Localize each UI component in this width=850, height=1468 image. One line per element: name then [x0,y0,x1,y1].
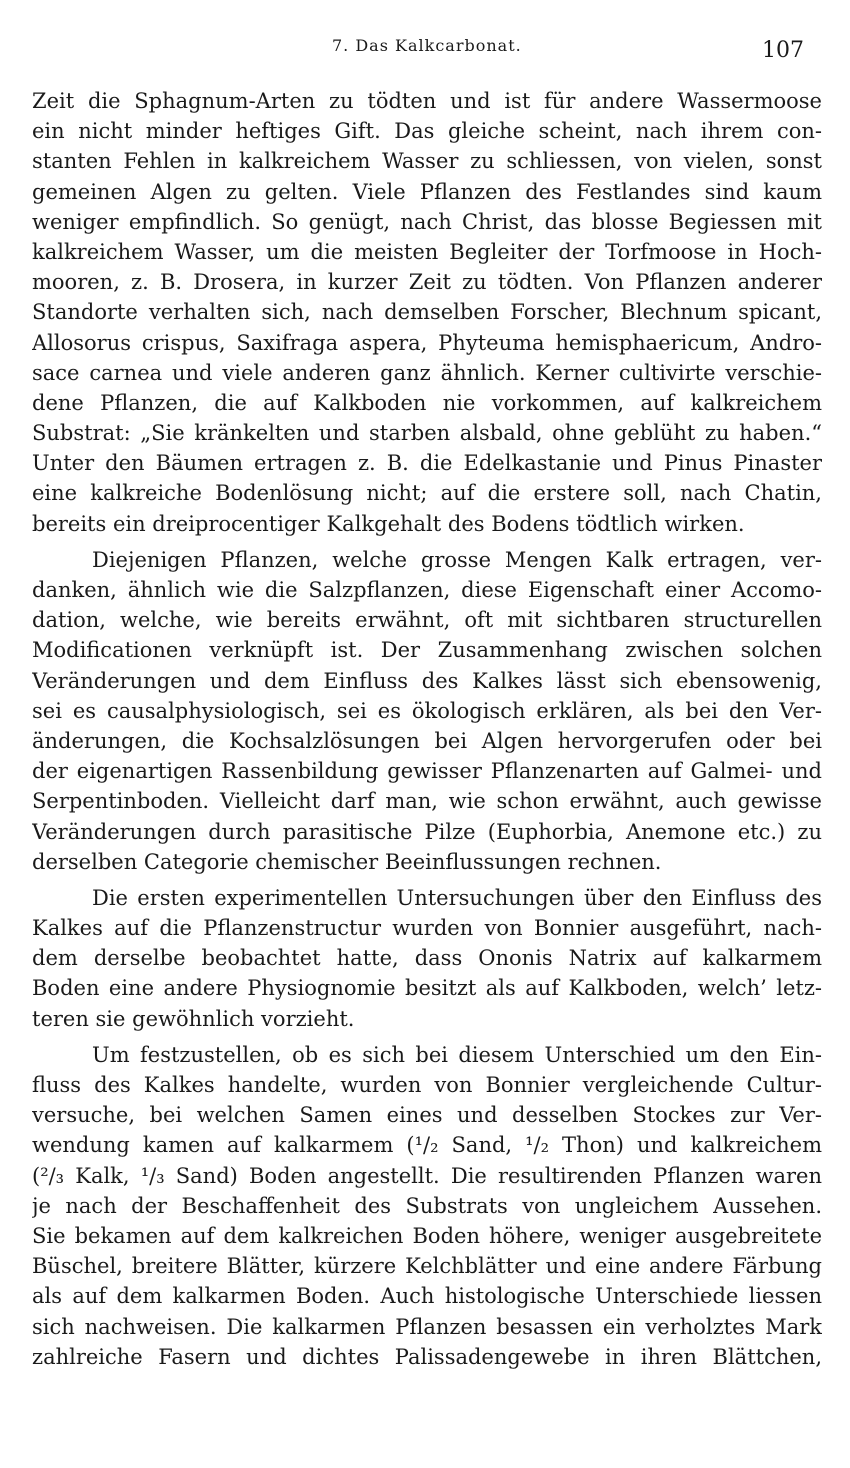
text-line: Allosorus crispus, Saxifraga aspera, Phyteuma hemisphaericum, Andro- [32,330,822,355]
paragraph [32,86,822,539]
text-line: zahlreiche Fasern und dichtes Palissadengewebe in ihren Blättchen, [32,1344,822,1369]
text-line: Zeit die Sphagnum-Arten zu tödten und ist für andere Wassermoose [32,89,822,113]
text-line: sei es causalphysiologisch, sei es ökologisch erklären, als bei den Ver- [32,698,822,723]
text-line: dem derselbe beobachtet hatte, dass Ononis Natrix auf kalkarmem [32,946,822,971]
text-line: gemeinen Algen zu gelten. Viele Pflanzen des Festlandes sind kaum [32,179,822,204]
text-line: je nach der Beschaffenheit des Substrats von ungleichem Aussehen. [32,1193,822,1218]
text-line: sich nachweisen. Die kalkarmen Pflanzen besassen ein verholztes Mark [32,1314,822,1339]
text-line: ein nicht minder heftiges Gift. Das gleiche scheint, nach ihrem con- [32,119,822,144]
text-line: eine kalkreiche Bodenlösung nicht; auf die erstere soll, nach Chatin, [32,481,822,506]
text-line: Modificationen verknüpft ist. Der Zusammenhang zwischen solchen [32,638,822,663]
text-line: stanten Fehlen in kalkreichem Wasser zu schliessen, von vielen, sonst [32,149,822,174]
text-line: teren sie gewöhnlich vorzieht. [32,1006,355,1031]
text-line: als auf dem kalkarmen Boden. Auch histologische Unterschiede liessen [32,1284,822,1309]
text-line: bereits ein dreiprocentiger Kalkgehalt des Bodens tödtlich wirken. [32,511,745,536]
paragraph [32,545,822,877]
text-line: kalkreichem Wasser, um die meisten Begleiter der Torfmoose in Hoch- [32,239,822,264]
text-line: änderungen, die Kochsalzlösungen bei Algen hervorgerufen oder bei [32,728,822,753]
text-line: derselben Categorie chemischer Beeinflussungen rechnen. [32,849,662,874]
text-line: dation, welche, wie bereits erwähnt, oft mit sichtbaren structurellen [32,608,822,633]
text-line: wendung kamen auf kalkarmem (¹/₂ Sand, ¹/₂ Thon) und kalkreichem [32,1133,822,1158]
text-line: Veränderungen durch parasitische Pilze (Euphorbia, Anemone etc.) zu [32,819,822,844]
text-line: weniger empfindlich. So genügt, nach Christ, das blosse Begiessen mit [32,209,822,234]
body-text [32,86,822,1372]
text-line: Diejenigen Pflanzen, welche grosse Mengen Kalk ertragen, ver- [92,547,822,572]
text-line: fluss des Kalkes handelte, wurden von Bonnier vergleichende Cultur- [32,1073,822,1097]
text-line: dene Pflanzen, die auf Kalkboden nie vorkommen, auf kalkreichem [32,390,822,415]
text-line: danken, ähnlich wie die Salzpflanzen, diese Eigenschaft einer Accomo- [32,578,822,602]
page-header [0,30,850,70]
text-line: Um festzustellen, ob es sich bei diesem Unterschied um den Ein- [92,1042,822,1067]
paragraph [32,883,822,1034]
page-number: 107 [762,38,804,63]
text-line: Substrat: „Sie kränkelten und starben alsbald, ohne geblüht zu haben.“ [32,421,822,446]
text-line: (²/₃ Kalk, ¹/₃ Sand) Boden angestellt. Die resultirenden Pflanzen waren [32,1163,822,1188]
text-line: Serpentinboden. Vielleicht darf man, wie schon erwähnt, auch gewisse [32,789,822,814]
text-line: Unter den Bäumen ertragen z. B. die Edelkastanie und Pinus Pinaster [32,451,822,476]
text-line: sace carnea und viele anderen ganz ähnlich. Kerner cultivirte verschie- [32,360,822,385]
text-line: Standorte verhalten sich, nach demselben Forscher, Blechnum spicant, [32,300,822,325]
text-line: Sie bekamen auf dem kalkreichen Boden höhere, weniger ausgebreitete [32,1223,822,1248]
text-line: Büschel, breitere Blätter, kürzere Kelchblätter und eine andere Färbung [32,1254,822,1279]
text-line: Kalkes auf die Pflanzenstructur wurden von Bonnier ausgeführt, nach- [32,916,822,941]
text-line: Veränderungen und dem Einfluss des Kalkes lässt sich ebensowenig, [32,668,822,693]
running-head: 7. Das Kalkcarbonat. [332,36,522,55]
text-line: Boden eine andere Physiognomie besitzt als auf Kalkboden, welch’ letz- [32,976,822,1001]
paragraph [32,1040,822,1372]
text-line: mooren, z. B. Drosera, in kurzer Zeit zu tödten. Von Pflanzen anderer [32,270,822,295]
text-line: Die ersten experimentellen Untersuchungen über den Einfluss des [92,885,822,910]
text-line: der eigenartigen Rassenbildung gewisser Pflanzenarten auf Galmei- und [32,759,822,784]
text-line: versuche, bei welchen Samen eines und desselben Stockes zur Ver- [32,1103,822,1128]
